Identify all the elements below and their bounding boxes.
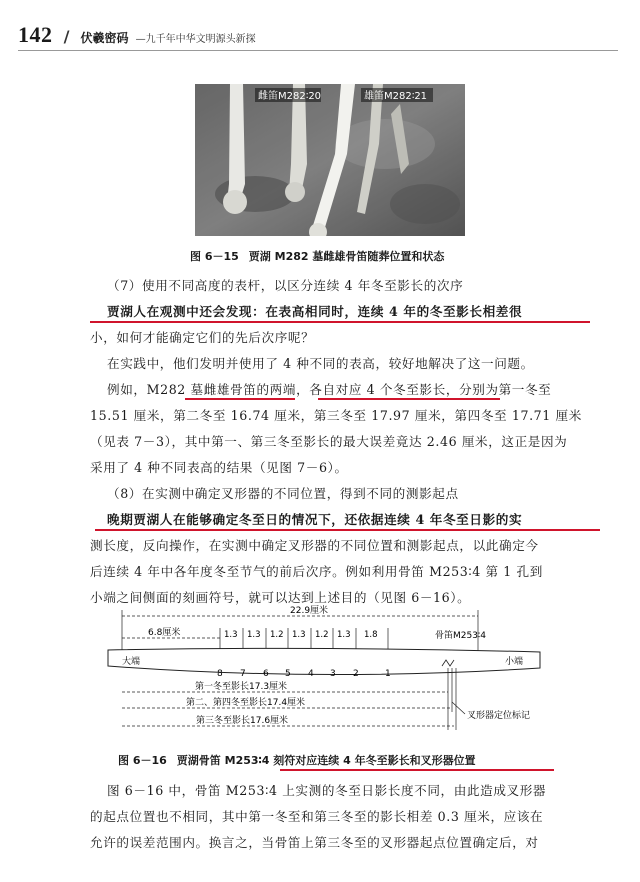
- body-line: 例如，M282 墓雌雄骨笛的两端，各自对应 4 个冬至影长，分别为第一冬至: [107, 382, 552, 397]
- body-line: （8）在实测中确定叉形器的不同位置，得到不同的测影起点: [107, 486, 459, 501]
- figure-6-16-number: 图 6－16: [118, 754, 167, 767]
- header-separator: /: [63, 27, 70, 46]
- body-line: （7）使用不同高度的表杆，以区分连续 4 年冬至影长的次序: [107, 278, 464, 293]
- flute-burial-photo: [195, 84, 465, 236]
- body-line: 晚期贾湖人在能够确定冬至日的情况下，还依据连续 4 年冬至日影的实: [107, 512, 523, 527]
- hole-number: 7: [240, 669, 246, 679]
- spacing-label: 1.3: [247, 630, 261, 640]
- red-underline: [90, 321, 590, 323]
- header-rule: [18, 50, 618, 51]
- page-number: 142: [18, 22, 53, 47]
- hole-number: 1: [385, 669, 391, 679]
- spacing-label: 1.2: [315, 630, 329, 640]
- body-line: 采用了 4 种不同表高的结果（见图 7－6）。: [90, 460, 348, 475]
- red-underline: [185, 398, 295, 400]
- body-line: 在实践中，他们发明并使用了 4 种不同的表高，较好地解决了这一问题。: [107, 356, 534, 371]
- big-end-label: 大端: [122, 657, 141, 667]
- red-underline: [318, 398, 500, 400]
- body-line: 小端之间侧面的刻画符号，就可以达到上述目的（见图 6－16）。: [90, 590, 471, 605]
- total-length-label: 22.9厘米: [290, 606, 329, 616]
- spacing-label: 1.2: [270, 630, 284, 640]
- body-line: 图 6－16 中，骨笛 M253∶4 上实测的冬至日影长度不同，由此造成叉形器: [107, 783, 547, 798]
- hole-number: 2: [353, 669, 359, 679]
- shadow-2-label: 第二、第四冬至影长17.4厘米: [186, 698, 306, 708]
- body-line: 后连续 4 年中各年度冬至节气的前后次序。例如利用骨笛 M253∶4 第 1 孔到: [90, 564, 543, 579]
- figure-6-16-diagram: [100, 602, 560, 742]
- label-male-flute: 雄笛M282∶21: [364, 91, 428, 102]
- marker-label: 叉形器定位标记: [467, 711, 531, 721]
- hole-number: 5: [285, 669, 291, 679]
- hole-number: 3: [330, 669, 336, 679]
- figure-6-15-number: 图 6－15: [190, 250, 239, 263]
- book-subtitle: —九千年中华文明源头新探: [135, 34, 256, 45]
- figure-6-16-text: 贾湖骨笛 M253∶4 刻符对应连续 4 年冬至影长和叉形器位置: [176, 754, 476, 767]
- small-end-label: 小端: [505, 657, 524, 667]
- spacing-label: 1.3: [292, 630, 306, 640]
- figure-6-15-caption: [190, 248, 444, 264]
- body-line: 贾湖人在观测中还会发现：在表高相同时，连续 4 年的冬至影长相差很: [107, 304, 523, 319]
- running-header: [18, 22, 618, 47]
- book-title: 伏羲密码: [80, 31, 129, 45]
- left-segment-label: 6.8厘米: [148, 628, 181, 638]
- red-underline: [280, 769, 554, 771]
- body-line: 的起点位置也不相同，其中第一冬至和第三冬至的影长相差 0.3 厘米，应该在: [90, 809, 544, 824]
- hole-number: 6: [263, 669, 269, 679]
- spacing-label: 1.3: [337, 630, 351, 640]
- shadow-3-label: 第三冬至影长17.6厘米: [196, 716, 289, 726]
- red-underline: [95, 529, 600, 531]
- hole-number: 4: [308, 669, 314, 679]
- body-line: 允许的误差范围内。换言之，当骨笛上第三冬至的叉形器起点位置确定后，对: [90, 835, 539, 850]
- hole-number: 8: [217, 669, 223, 679]
- flute-label: 骨笛M253∶4: [435, 631, 487, 641]
- body-line: 测长度，反向操作，在实测中确定叉形器的不同位置和测影起点，以此确定今: [90, 538, 539, 553]
- body-line: （见表 7－3），其中第一、第三冬至影长的最大误差竟达 2.46 厘米，这正是因为: [90, 434, 568, 449]
- flute-outline: [108, 648, 540, 674]
- shadow-1-label: 第一冬至影长17.3厘米: [195, 682, 288, 692]
- label-female-flute: 雌笛M282∶20: [258, 91, 322, 102]
- figure-6-15-photo: [195, 84, 465, 236]
- figure-6-15-text: 贾湖 M282 墓雌雄骨笛随葬位置和状态: [248, 250, 445, 263]
- body-line: 小，如何才能确定它们的先后次序呢？: [90, 330, 315, 345]
- spacing-label: 1.3: [224, 630, 238, 640]
- figure-6-16-caption: [118, 752, 476, 768]
- body-line: 15.51 厘米，第二冬至 16.74 厘米，第三冬至 17.97 厘米，第四冬至 17.71 厘米: [90, 408, 582, 423]
- spacing-label: 1.8: [364, 630, 378, 640]
